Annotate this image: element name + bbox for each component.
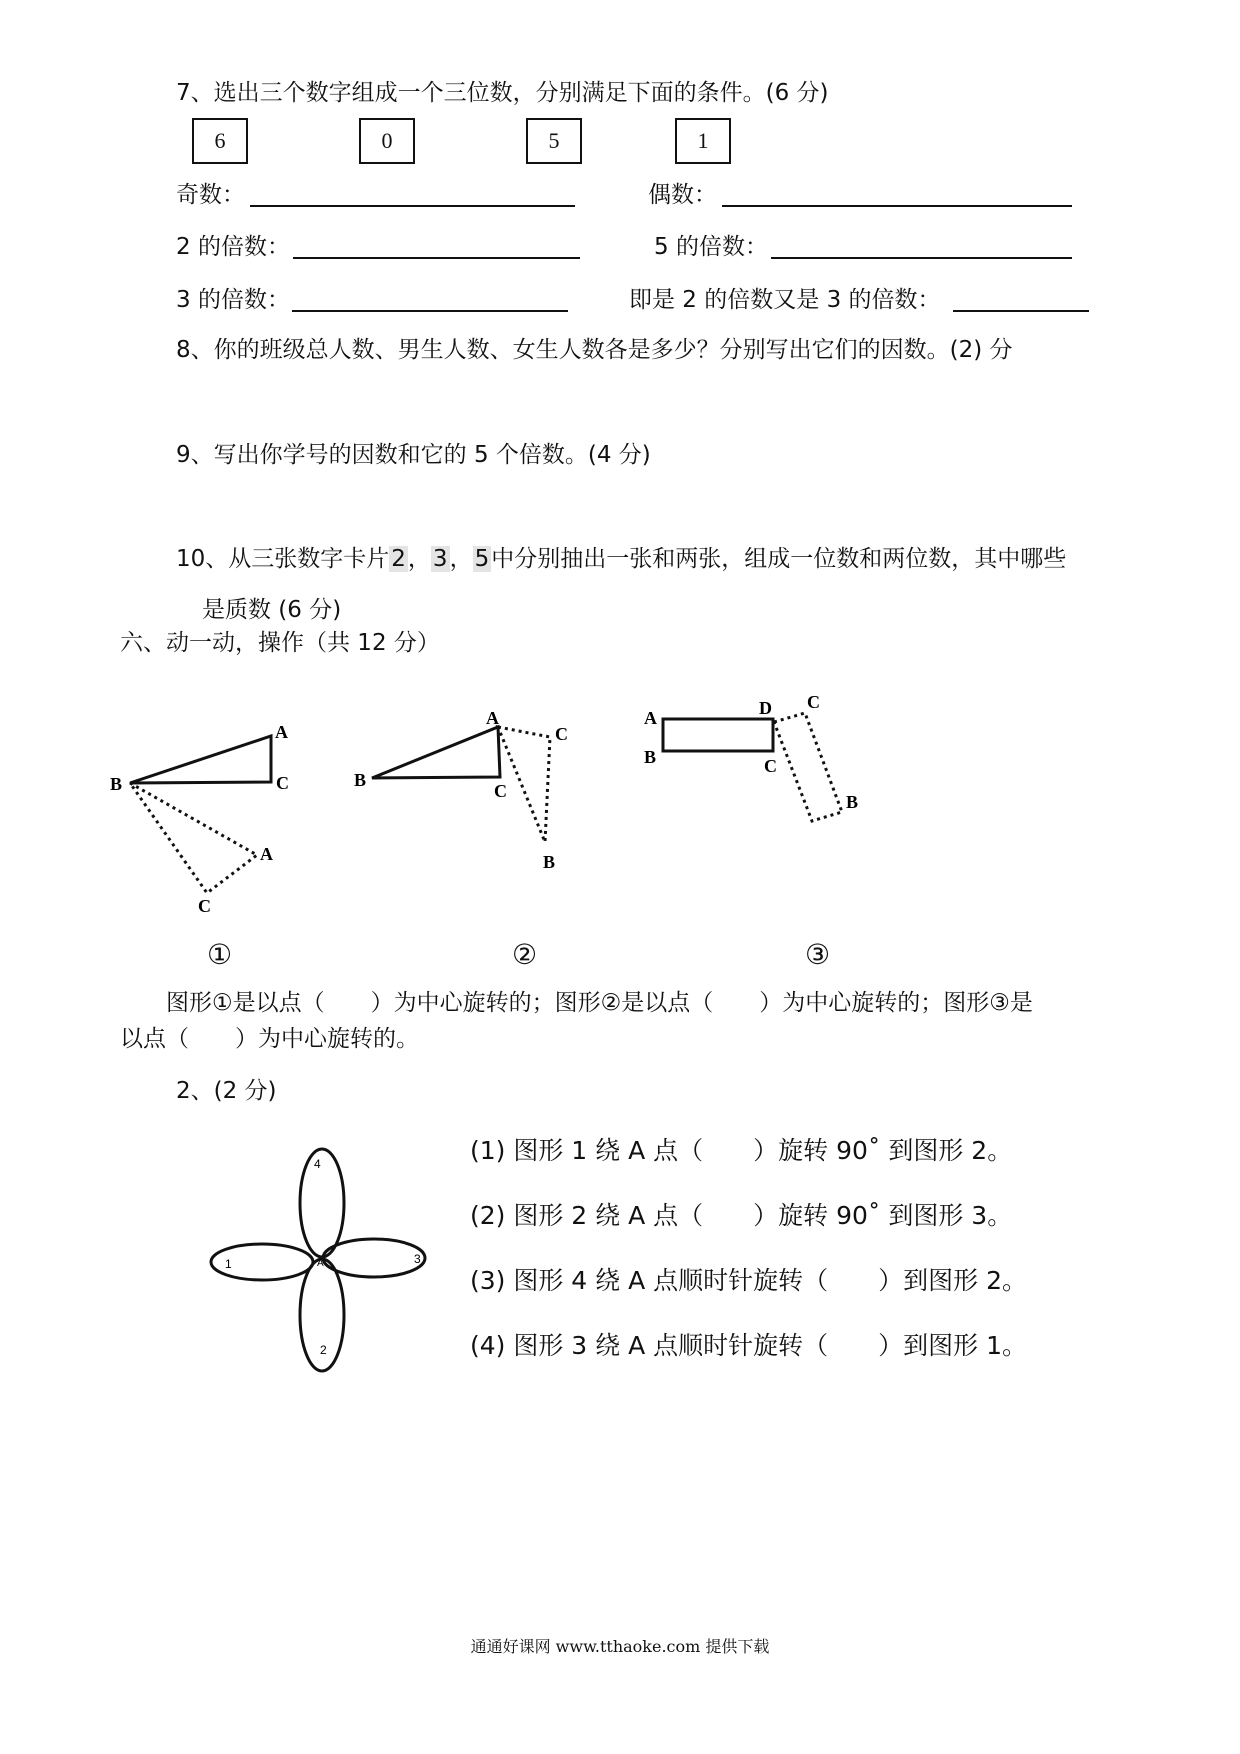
q2-title: 2、(2 分): [176, 1078, 277, 1104]
rotation-figure-2: [350, 700, 590, 880]
figure-number-3: ③: [805, 938, 831, 971]
q2-item-2: (2) 图形 2 绕 A 点（ ）旋转 90˚ 到图形 3。: [470, 1201, 1013, 1230]
q10-sep2: ，: [449, 546, 473, 572]
petal-3: [323, 1239, 425, 1277]
mult3-answer-line[interactable]: [292, 310, 568, 312]
rotation-figure-1: [110, 710, 330, 930]
fig3-label-d: D: [759, 698, 772, 718]
rotation-question-line1: 图形①是以点（ ）为中心旋转的；图形②是以点（ ）为中心旋转的；图形③是: [166, 990, 1033, 1016]
petal-label-1: 1: [225, 1257, 232, 1271]
q10-prefix: 10、从三张数字卡片: [176, 546, 390, 572]
digit-card-1: 6: [192, 118, 248, 164]
petal-4: [300, 1149, 344, 1257]
petal-label-2: 2: [320, 1343, 327, 1357]
rectangle-original: [663, 719, 773, 751]
q2-item-1: (1) 图形 1 绕 A 点（ ）旋转 90˚ 到图形 2。: [470, 1136, 1013, 1165]
petal-figure: [210, 1140, 440, 1380]
odd-label: 奇数：: [176, 182, 245, 208]
digit-card-3: 5: [526, 118, 582, 164]
fig1-label-c2: C: [198, 896, 211, 916]
fig2-label-c1: C: [555, 724, 568, 744]
q10-line2: 是质数 (6 分): [202, 597, 342, 623]
q7-title: 7、选出三个数字组成一个三位数，分别满足下面的条件。(6 分): [176, 80, 829, 106]
petal-label-4: 4: [314, 1157, 321, 1171]
fig1-label-b: B: [110, 774, 123, 794]
section6-title: 六、动一动，操作（共 12 分）: [120, 630, 440, 656]
fig1-label-a1: A: [275, 722, 288, 742]
number-card-3: 3: [432, 546, 448, 572]
triangle-original: [372, 727, 500, 778]
page-footer: 通通好课网 www.tthaoke.com 提供下载: [470, 1637, 770, 1656]
fig2-label-b2: B: [543, 852, 556, 872]
fig3-label-c2: C: [807, 692, 820, 712]
digit-card-2: 0: [359, 118, 415, 164]
mult2-answer-line[interactable]: [293, 257, 580, 259]
fig3-label-b2: B: [846, 792, 859, 812]
figure-number-1: ①: [207, 938, 233, 971]
fig1-label-c1: C: [276, 773, 289, 793]
fig2-label-a: A: [486, 708, 499, 728]
q10-sep1: ，: [407, 546, 431, 572]
fig3-label-b1: B: [644, 747, 657, 767]
mult23-answer-line[interactable]: [953, 310, 1089, 312]
figure-number-2: ②: [512, 938, 538, 971]
mult3-label: 3 的倍数：: [176, 287, 290, 313]
center-label-a: A: [317, 1258, 324, 1269]
number-card-2: 2: [391, 546, 406, 572]
mult2-label: 2 的倍数：: [176, 234, 290, 260]
number-card-5: 5: [474, 546, 490, 572]
fig3-label-c1: C: [764, 756, 777, 776]
mult23-label: 即是 2 的倍数又是 3 的倍数：: [629, 287, 941, 313]
even-answer-line[interactable]: [722, 205, 1072, 207]
q2-item-3: (3) 图形 4 绕 A 点顺时针旋转（ ）到图形 2。: [470, 1266, 1028, 1295]
mult5-answer-line[interactable]: [771, 257, 1072, 259]
fig1-label-a2: A: [260, 844, 273, 864]
q8-title: 8、你的班级总人数、男生人数、女生人数各是多少？分别写出它们的因数。(2) 分: [176, 337, 1013, 363]
rectangle-rotated: [774, 713, 842, 821]
triangle-rotated: [130, 783, 257, 893]
q10-line1: [176, 544, 1066, 574]
even-label: 偶数：: [648, 182, 717, 208]
odd-answer-line[interactable]: [250, 205, 575, 207]
triangle-original: [130, 736, 271, 783]
petal-label-3: 3: [414, 1252, 421, 1266]
fig3-label-a: A: [644, 708, 657, 728]
mult5-label: 5 的倍数：: [654, 234, 768, 260]
fig2-label-b1: B: [354, 770, 367, 790]
q9-title: 9、写出你学号的因数和它的 5 个倍数。(4 分): [176, 442, 651, 468]
rotation-question-line2: 以点（ ）为中心旋转的。: [120, 1026, 419, 1052]
fig2-label-c2: C: [494, 781, 507, 801]
q2-item-4: (4) 图形 3 绕 A 点顺时针旋转（ ）到图形 1。: [470, 1331, 1028, 1360]
q10-suffix: 中分别抽出一张和两张，组成一位数和两位数，其中哪些: [491, 546, 1067, 572]
digit-card-4: 1: [675, 118, 731, 164]
rotation-figure-3: [640, 690, 900, 860]
